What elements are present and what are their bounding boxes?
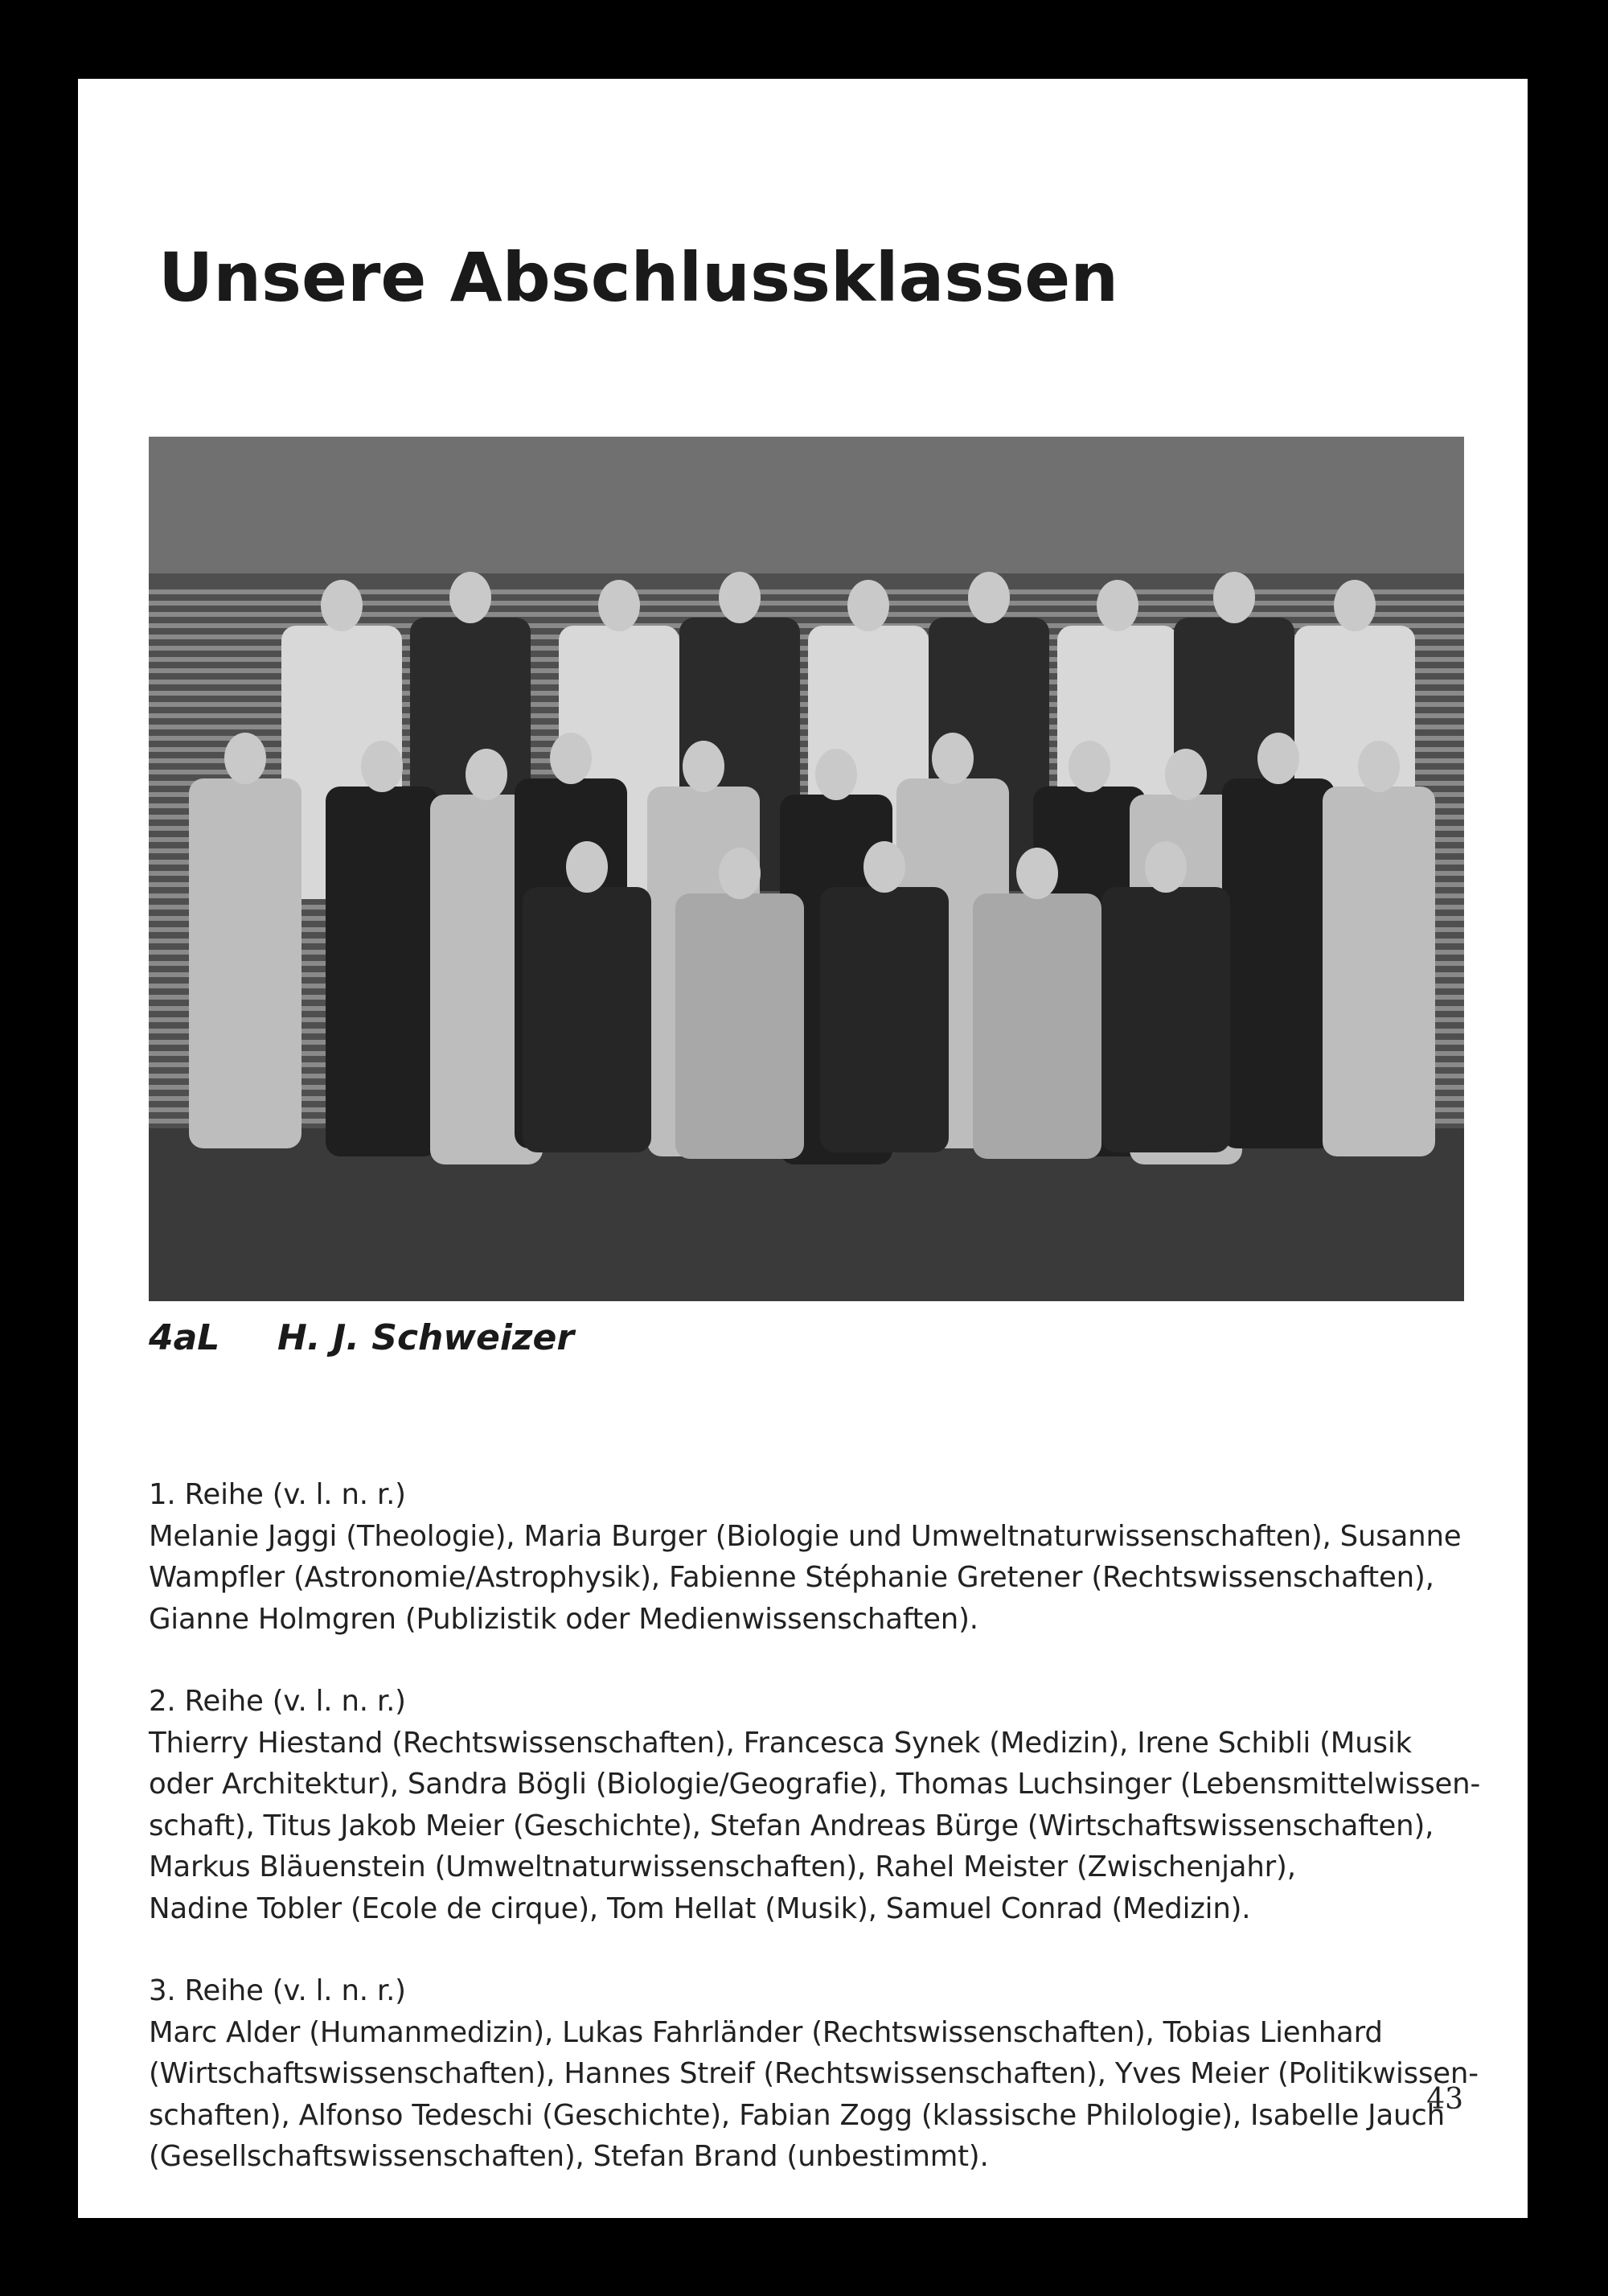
row-names-line: Melanie Jaggi (Theologie), Maria Burger (Biologie und Umweltnaturwissenschaften), Susanne xyxy=(149,1519,1462,1553)
row-names-line: Wampfler (Astronomie/Astrophysik), Fabienne Stéphanie Gretener (Rechtswissenschaften), xyxy=(149,1561,1434,1594)
row-1-block xyxy=(149,1474,1475,1640)
page-title: Unsere Abschlussklassen xyxy=(158,238,1119,317)
class-caption xyxy=(149,1317,574,1358)
class-group-photo xyxy=(149,437,1464,1301)
document-page xyxy=(78,79,1528,2218)
row-heading: 1. Reihe (v. l. n. r.) xyxy=(149,1478,406,1511)
class-code: 4aL xyxy=(149,1317,220,1358)
row-names-line: oder Architektur), Sandra Bögli (Biologie/Geografie), Thomas Luchsinger (Lebensmittelwissen- xyxy=(149,1768,1481,1801)
row-names-line: Marc Alder (Humanmedizin), Lukas Fahrländer (Rechtswissenschaften), Tobias Lienhard xyxy=(149,2015,1383,2049)
row-names-line: Thierry Hiestand (Rechtswissenschaften), Francesca Synek (Medizin), Irene Schibli (Musik xyxy=(149,1726,1412,1760)
row-names-line: schaften), Alfonso Tedeschi (Geschichte), Fabian Zogg (klassische Philologie), Isabelle Jauch xyxy=(149,2098,1445,2132)
row-names-line: Nadine Tobler (Ecole de cirque), Tom Hellat (Musik), Samuel Conrad (Medizin). xyxy=(149,1891,1251,1925)
row-names-line: Markus Bläuenstein (Umweltnaturwissenschaften), Rahel Meister (Zwischenjahr), xyxy=(149,1850,1296,1883)
row-2-block xyxy=(149,1681,1481,1929)
row-heading: 3. Reihe (v. l. n. r.) xyxy=(149,1974,406,2007)
row-heading: 2. Reihe (v. l. n. r.) xyxy=(149,1685,406,1718)
row-names-line: (Gesellschaftswissenschaften), Stefan Brand (unbestimmt). xyxy=(149,2140,989,2173)
page-number: 43 xyxy=(1426,2083,1463,2116)
class-group-photo-icon xyxy=(149,437,1464,1301)
row-3-block xyxy=(149,1970,1479,2178)
class-teacher: H. J. Schweizer xyxy=(277,1317,575,1358)
row-names-line: (Wirtschaftswissenschaften), Hannes Streif (Rechtswissenschaften), Yves Meier (Politikwissen- xyxy=(149,2057,1479,2090)
row-names-line: schaft), Titus Jakob Meier (Geschichte), Stefan Andreas Bürge (Wirtschaftswissenschaften), xyxy=(149,1809,1434,1842)
row-names-line: Gianne Holmgren (Publizistik oder Medienwissenschaften). xyxy=(149,1602,978,1636)
